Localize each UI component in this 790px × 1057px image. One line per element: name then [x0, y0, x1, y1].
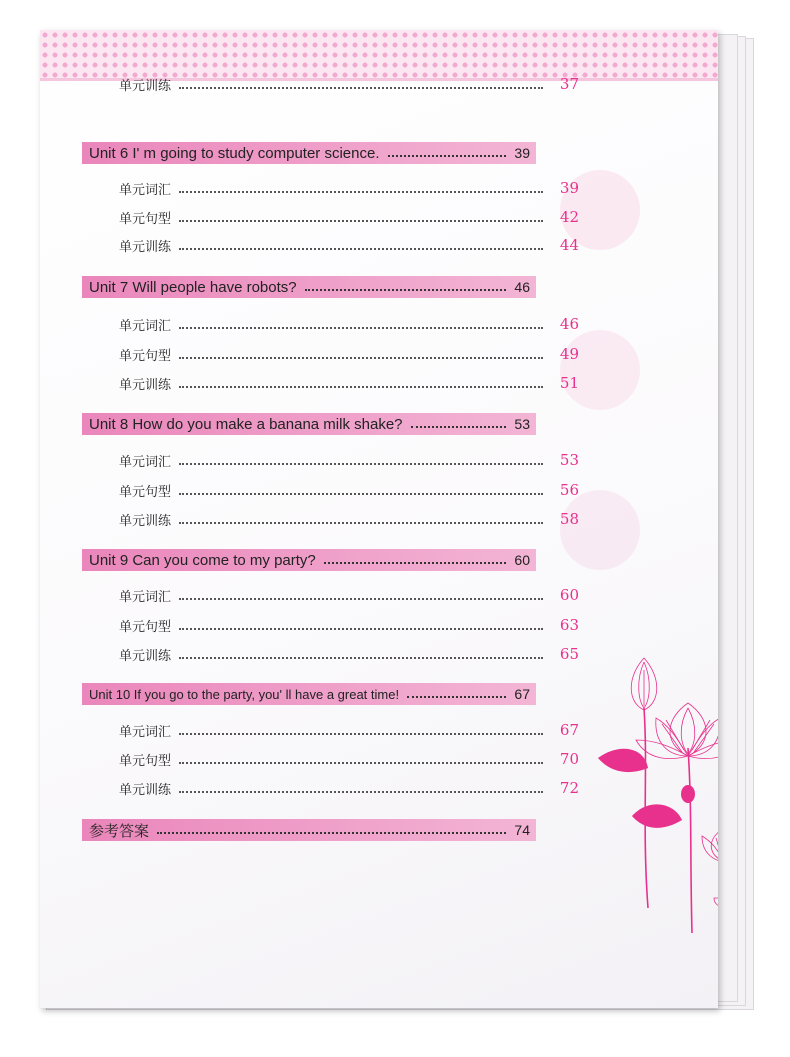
toc-label: 单元句型 — [119, 484, 172, 500]
toc-entry[interactable] — [119, 206, 579, 228]
toc-entry[interactable] — [119, 748, 579, 770]
toc-label: 单元句型 — [119, 211, 172, 227]
leader-dots — [179, 463, 543, 465]
page-number: 39 — [559, 179, 579, 197]
toc-label: 单元词汇 — [119, 454, 172, 470]
page-number: 42 — [559, 208, 579, 226]
toc-label: 单元词汇 — [119, 318, 172, 334]
toc-label: Unit 7 Will people have robots? — [89, 278, 297, 296]
page-number: 60 — [559, 586, 579, 604]
leader-dots — [179, 791, 543, 793]
toc-heading[interactable] — [82, 549, 536, 571]
page-number: 46 — [559, 315, 579, 333]
leader-dots — [179, 628, 543, 630]
leader-dots — [179, 386, 543, 388]
toc-label: Unit 10 If you go to the party, you' ll have a great time! — [89, 686, 400, 702]
lotus-illustration — [596, 648, 718, 943]
toc-label: 单元训练 — [119, 782, 172, 798]
toc-entry[interactable] — [119, 343, 579, 365]
toc-heading[interactable] — [82, 819, 536, 841]
page-number: 49 — [559, 345, 579, 363]
page-number: 74 — [514, 822, 530, 838]
page-number: 63 — [559, 616, 579, 634]
toc-label: 单元词汇 — [119, 182, 172, 198]
leader-dots — [305, 289, 507, 291]
toc-heading[interactable] — [82, 413, 536, 435]
toc-entry[interactable] — [119, 177, 579, 199]
leader-dots — [179, 327, 543, 329]
leader-dots — [179, 357, 543, 359]
page-number: 70 — [559, 750, 579, 768]
page-number: 51 — [559, 374, 579, 392]
page-number: 44 — [559, 236, 579, 254]
page-number: 65 — [559, 645, 579, 663]
toc-label: 单元训练 — [119, 78, 172, 94]
page-number: 53 — [514, 416, 530, 432]
toc-label: Unit 8 How do you make a banana milk shake? — [89, 415, 403, 433]
toc-label: Unit 6 I' m going to study computer science. — [89, 144, 380, 162]
toc-entry[interactable] — [119, 313, 579, 335]
toc-heading[interactable] — [82, 276, 536, 298]
leader-dots — [179, 493, 543, 495]
leader-dots — [179, 191, 543, 193]
toc-heading[interactable] — [82, 142, 536, 164]
toc-label: 单元句型 — [119, 619, 172, 635]
toc-label: 单元句型 — [119, 348, 172, 364]
toc-label: 单元训练 — [119, 513, 172, 529]
leader-dots — [179, 657, 543, 659]
toc-label: 单元词汇 — [119, 589, 172, 605]
toc-entry[interactable] — [119, 234, 579, 256]
page-number: 67 — [559, 721, 579, 739]
book-page — [40, 30, 718, 1008]
leader-dots — [179, 220, 543, 222]
toc-label: 参考答案 — [89, 822, 150, 840]
leader-dots — [157, 832, 506, 834]
page-number: 37 — [559, 75, 579, 93]
page-number: 72 — [559, 779, 579, 797]
toc-label: 单元训练 — [119, 648, 172, 664]
toc-entry[interactable] — [119, 719, 579, 741]
leader-dots — [179, 87, 543, 89]
toc-entry[interactable] — [119, 508, 579, 530]
toc-label: 单元训练 — [119, 239, 172, 255]
leader-dots — [324, 562, 507, 564]
leader-dots — [179, 762, 543, 764]
leader-dots — [179, 522, 543, 524]
leader-dots — [179, 248, 543, 250]
page-number: 60 — [514, 552, 530, 568]
page-number: 39 — [514, 145, 530, 161]
leader-dots — [411, 426, 507, 428]
leader-dots — [179, 598, 543, 600]
toc-label: 单元训练 — [119, 377, 172, 393]
toc-label: 单元句型 — [119, 753, 172, 769]
toc-entry[interactable] — [119, 643, 579, 665]
page-number: 53 — [559, 451, 579, 469]
toc-entry[interactable] — [119, 372, 579, 394]
toc-entry[interactable] — [119, 614, 579, 636]
toc-entry[interactable] — [119, 777, 579, 799]
toc-heading[interactable] — [82, 683, 536, 705]
page-number: 58 — [559, 510, 579, 528]
page-number: 67 — [514, 686, 530, 702]
toc-entry[interactable] — [119, 479, 579, 501]
leader-dots — [407, 696, 506, 698]
toc-label: 单元词汇 — [119, 724, 172, 740]
toc-entry[interactable] — [119, 584, 579, 606]
page-number: 56 — [559, 481, 579, 499]
page-number: 46 — [514, 279, 530, 295]
toc-entry[interactable] — [119, 73, 579, 95]
toc-label: Unit 9 Can you come to my party? — [89, 551, 316, 569]
toc-entry[interactable] — [119, 449, 579, 471]
leader-dots — [388, 155, 507, 157]
leader-dots — [179, 733, 543, 735]
